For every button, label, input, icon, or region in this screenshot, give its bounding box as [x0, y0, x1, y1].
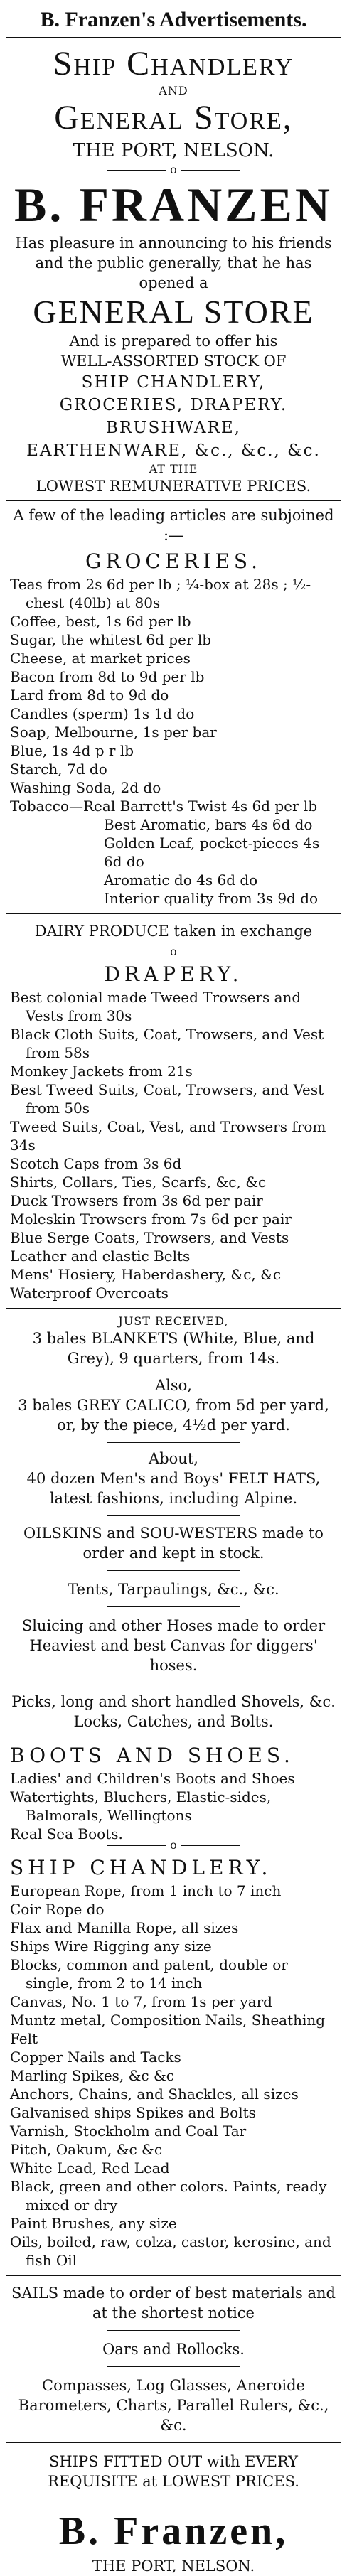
list-item: Soap, Melbourne, 1s per bar	[10, 724, 217, 741]
list-item: Waterproof Overcoats	[10, 1284, 169, 1302]
list-item: Bacon from 8d to 9d per lb	[10, 668, 205, 685]
list-item: Candles (sperm) 1s 1d do	[10, 705, 195, 722]
list-item: Moleskin Trowsers from 7s 6d per pair	[10, 1211, 292, 1228]
list-item: Monkey Jackets from 21s	[10, 1063, 193, 1080]
list-item: Interior quality from 3s 9d do	[104, 890, 319, 907]
separator: o	[0, 945, 347, 958]
list-item: Black, green and other colors. Paints, ready mixed or dry	[10, 2178, 327, 2213]
list-item: Varnish, Stockholm and Coal Tar	[10, 2122, 247, 2140]
fitted-out-line: SHIPS FITTED OUT with EVERY REQUISITE at LOWEST PRICES.	[48, 2453, 299, 2490]
list-item: Watertights, Bluchers, Elastic-sides, Balmorals, Wellingtons	[10, 1788, 272, 1824]
list-item: Teas from 2s 6d per lb ; ¼-box at 28s ; ½-chest (40lb) at 80s	[10, 576, 311, 611]
groceries-list	[0, 575, 347, 908]
list-item: Washing Soda, 2d do	[10, 779, 161, 796]
list-item: Tweed Suits, Coat, Vest, and Trowsers from 34s	[10, 1118, 326, 1154]
list-item: Starch, 7d do	[10, 761, 107, 778]
divider	[107, 1606, 240, 1607]
list-item: Pitch, Oakum, &c &c	[10, 2141, 163, 2158]
list-item: Blocks, common and patent, double or single, from 2 to 14 inch	[10, 1956, 288, 1992]
divider	[107, 1570, 240, 1571]
list-item: Best Tweed Suits, Coat, Trowsers, and Vest from 50s	[10, 1081, 324, 1117]
list-item: Black Cloth Suits, Coat, Trowsers, and Vest from 58s	[10, 1026, 324, 1061]
oars-line: Oars and Rollocks.	[102, 2341, 245, 2358]
footer-port: THE PORT, NELSON.	[92, 2558, 255, 2575]
footer-name: B. Franzen,	[58, 2509, 289, 2553]
blankets-line: 3 bales BLANKETS (White, Blue, and Grey), 9 quarters, from 14s.	[32, 1330, 315, 1367]
list-item: Leather and elastic Belts	[10, 1247, 191, 1265]
list-item: Canvas, No. 1 to 7, from 1s per yard	[10, 1993, 272, 2010]
list-item: Coir Rope do	[10, 1901, 105, 1918]
separator: o	[0, 163, 347, 176]
brushware-line: BRUSHWARE,	[106, 419, 241, 437]
list-item: Cheese, at market prices	[10, 650, 191, 667]
list-item: Galvanised ships Spikes and Bolts	[10, 2104, 256, 2121]
at-the-label: AT THE	[149, 462, 198, 476]
divider	[6, 913, 341, 914]
ship-chandlery-line: SHIP CHANDLERY,	[81, 373, 266, 392]
list-item: Paint Brushes, any size	[10, 2215, 177, 2232]
just-received-label: JUST RECEIVED,	[118, 1314, 229, 1328]
oilskins-line: OILSKINS and SOU-WESTERS made to order and kept in stock.	[23, 1525, 324, 1562]
divider	[6, 500, 341, 501]
divider	[6, 37, 341, 38]
list-item: Duck Trowsers from 3s 6d per pair	[10, 1192, 263, 1209]
earthenware-line: EARTHENWARE, &c., &c., &c.	[26, 441, 321, 460]
lowest-prices-line: LOWEST REMUNERATIVE PRICES.	[36, 478, 311, 495]
drapery-list	[0, 988, 347, 1302]
drapery-heading: DRAPERY.	[104, 962, 243, 986]
list-item: Sugar, the whitest 6d per lb	[10, 631, 212, 648]
list-item: Tobacco—Real Barrett's Twist 4s 6d per lb	[10, 798, 318, 815]
list-item: Copper Nails and Tacks	[10, 2049, 181, 2066]
ship-chandlery-list-heading: SHIP CHANDLERY.	[10, 1856, 272, 1879]
intro-text: Has pleasure in announcing to his friends and the public generally, that he has opened a	[15, 235, 332, 291]
list-item: Ships Wire Rigging any size	[10, 1938, 212, 1955]
about-label: About,	[149, 1450, 198, 1467]
list-item: Shirts, Collars, Ties, Scarfs, &c, &c	[10, 1174, 267, 1191]
divider	[107, 1442, 240, 1443]
and-label: AND	[159, 84, 188, 97]
also-label: Also,	[155, 1377, 192, 1394]
list-item: Flax and Manilla Rope, all sizes	[10, 1919, 239, 1936]
list-item: Muntz metal, Composition Nails, Sheathing Felt	[10, 2012, 326, 2047]
divider	[6, 2275, 341, 2276]
the-port-line: THE PORT, NELSON.	[73, 140, 274, 161]
divider	[6, 2442, 341, 2443]
list-item: Oils, boiled, raw, colza, castor, kerosine, and fish Oil	[10, 2233, 331, 2269]
list-item: Best Aromatic, bars 4s 6d do	[104, 816, 313, 833]
few-items-line: A few of the leading articles are subjoined :—	[13, 507, 334, 544]
compasses-line: Compasses, Log Glasses, Aneroide Barometers, Charts, Parallel Rulers, &c., &c.	[18, 2377, 329, 2434]
list-item: Ladies' and Children's Boots and Shoes	[10, 1770, 295, 1787]
general-store-title: GENERAL STORE	[33, 294, 314, 330]
divider	[107, 2366, 240, 2367]
tents-line: Tents, Tarpaulings, &c., &c.	[68, 1581, 279, 1598]
picks-line: Picks, long and short handled Shovels, &c. Locks, Catches, and Bolts.	[11, 1693, 336, 1730]
divider	[6, 1308, 341, 1309]
hoses-line: Sluicing and other Hoses made to order Heaviest and best Canvas for diggers' hoses.	[21, 1617, 326, 1674]
groceries-drapery-line: GROCERIES, DRAPERY.	[59, 396, 288, 414]
list-item: Mens' Hosiery, Haberdashery, &c, &c	[10, 1266, 282, 1283]
list-item: Anchors, Chains, and Shackles, all sizes	[10, 2086, 299, 2103]
chandlery-list	[0, 1882, 347, 2270]
list-item: Scotch Caps from 3s 6d	[10, 1155, 182, 1172]
list-item: Blue, 1s 4d p r lb	[10, 742, 134, 759]
list-item: Blue Serge Coats, Trowsers, and Vests	[10, 1229, 289, 1246]
boots-heading: BOOTS AND SHOES.	[10, 1744, 294, 1767]
boots-list	[0, 1769, 347, 1843]
assorted-text: WELL-ASSORTED STOCK OF	[60, 353, 287, 370]
general-store-heading: General Store,	[54, 99, 293, 136]
prepared-text: And is prepared to offer his	[69, 333, 278, 350]
list-item: European Rope, from 1 inch to 7 inch	[10, 1882, 282, 1899]
page-header-title: B. Franzen's Advertisements.	[40, 8, 307, 31]
groceries-heading: GROCERIES.	[85, 549, 262, 573]
b-franzen-heading: B. FRANZEN	[14, 178, 333, 232]
calico-line: 3 bales GREY CALICO, from 5d per yard, or, by the piece, 4½d per yard.	[18, 1397, 329, 1434]
list-item: Aromatic do 4s 6d do	[104, 871, 258, 889]
divider	[107, 1515, 240, 1516]
list-item: White Lead, Red Lead	[10, 2159, 170, 2177]
list-item: Real Sea Boots.	[10, 1825, 123, 1842]
list-item: Lard from 8d to 9d do	[10, 687, 169, 704]
hats-line: 40 dozen Men's and Boys' FELT HATS, latest fashions, including Alpine.	[26, 1470, 321, 1507]
ship-chandlery-heading: Ship Chandlery	[53, 45, 294, 82]
list-item: Best colonial made Tweed Trowsers and Vests from 30s	[10, 989, 301, 1024]
sails-line: SAILS made to order of best materials and at the shortest notice	[11, 2285, 336, 2322]
list-item: Marling Spikes, &c &c	[10, 2067, 174, 2084]
separator: o	[0, 1839, 347, 1852]
divider	[107, 2330, 240, 2331]
list-item: Golden Leaf, pocket-pieces 4s 6d do	[104, 834, 320, 870]
list-item: Coffee, best, 1s 6d per lb	[10, 613, 191, 630]
dairy-line: DAIRY PRODUCE taken in exchange	[34, 923, 313, 940]
